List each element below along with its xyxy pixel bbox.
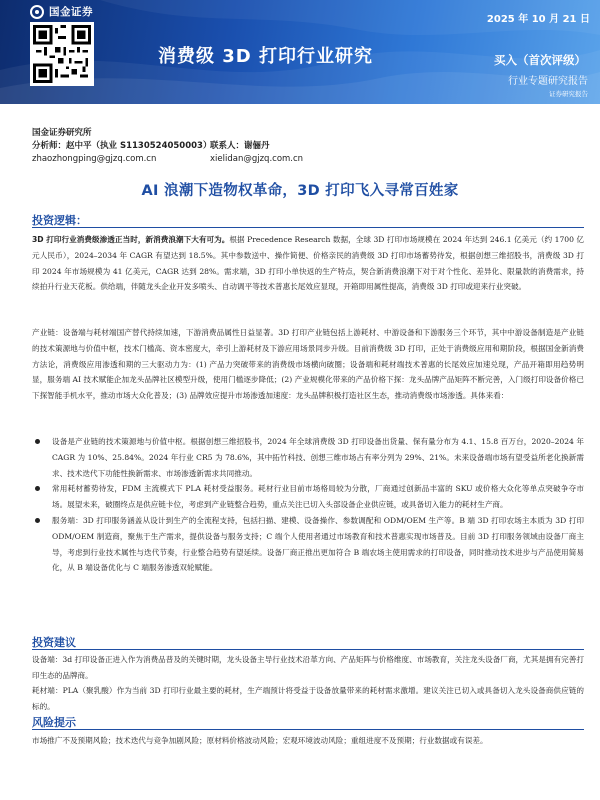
section-divider (32, 227, 584, 228)
qr-code (30, 22, 94, 86)
analyst-name: 分析师：赵中平（执业 S1130524050003） (32, 141, 212, 151)
logic-paragraph-industry-chain: 产业链：设备端与耗材端国产替代持续加速，下游消费品属性日益显著。3D 打印产业链包括上游耗材、中游设备和下游服务三个环节，其中中游设备制造是产业链的技术策源地与价值中枢，技术门槛高、资本密度大，牵引上游耗材及下游应用场景同步升级。目前消费级 3D 打印，正处于消费级应用和期阶段，根据国金新消费方法论，消费级应用渗透和期的三大驱动力为：(1) 产品力突破带来的消费级市场横向破圈；设备端和耗材端技术普惠的长尾效应加速兑现，产品开箱即用趋势明显，服务端 AI 技术赋能企加龙头品牌社区模型升级，使用门槛逐步降低；(2) 产业规模化带来的产品价格下探：龙头品牌产品矩阵不断完善，入门级打印设备价格已下探智能手机水平，推动市场大众化普及；(3) 品牌效应提升市场渗透加速度：龙头品牌积极打造社区生态，推动消费级市场渗透。具体来看： (32, 328, 584, 401)
rating-badge: 买入（首次评级） (494, 53, 586, 67)
logic-bullet-list (32, 434, 584, 576)
bullet-item-equipment: 设备是产业链的技术策源地与价值中枢。根据创想三维招股书，2024 年全球消费级 3D 打印设备出货量、保有量分布为 4.1、15.8 百万台，2020–2024 年 CAGR 为 10%、25.84%。2024 年行业 CR5 为 78.6%，其中拓竹科技、创想三维市场占有率分列为 29%、21%。未来设备端市场有望受益所老化换新需求、技术迭代下功能性换新需求、市场渗透新需求共同推动。 (32, 434, 584, 481)
report-banner (0, 0, 600, 104)
analyst-row (32, 140, 592, 153)
analyst-email[interactable]: zhaozhongping@gjzq.com.cn (32, 154, 157, 164)
section-title-advice: 投资建议 (32, 636, 76, 649)
bullet-item-services: 服务端：3D 打印服务涵盖从设计到生产的全流程支持，包括扫描、建模、设备操作、参数调配和 ODM/OEM 生产等。B 端 3D 打印农场主本质为 3D 打印 ODM/OEM 制造商，聚焦于生产需求，提供设备与服务支持；C 端个人使用者通过市场教育和技术普惠实现市场普及。目前 3D 打印服务领域由设备厂商主导，考虑到行业技术属性与迭代节奏，行业整合趋势有望延续。设备厂商正推出更加符合 B 端农场主使用需求的打印设备，同时推动技术进步与产品使用简易化，从 B 端设备优化与 C 端服务渗透双轮赋能。 (32, 513, 584, 576)
brand-name: 国金证券 (49, 6, 93, 18)
logic-body-text: 根据 Precedence Research 数据，全球 3D 打印市场规模在 2024 年达到 246.1 亿美元（约 1700 亿元人民币），2024–2034 年 CAGR 有望达到 18.5%。其中参数送中、操作简便、价格亲民的消费级 3D 打印市场蓄势待发，根据创想三维招股书，消费级 3D 打印 2024 年市场规模为 41 亿美元，CAGR 达到 28%。需求端，3D 打印小单快返的生产特点，契合新消费浪潮下对于对个性化、差异化、限量款的消费需求，持续拍升行业天花板。供给端，伴随龙头企业开发多喷头、自动调平等技术普惠长尾效应显现，开箱即用属性提高，消费级 3D 打印或迎来行业突破。 (32, 235, 584, 292)
advice-paragraph-consumables: 耗材端：PLA（聚乳酸）作为当前 3D 打印行业最主要的耗材，生产端预计将受益于设备放量带来的耗材需求激增。建议关注已切入或具备切入龙头设备商供应链的标的。 (32, 686, 584, 711)
analyst-email-row (32, 153, 592, 166)
report-type: 行业专题研究报告 (508, 76, 588, 87)
section-divider (32, 729, 584, 730)
brand-logo-icon (30, 5, 44, 19)
report-title: 消费级 3D 打印行业研究 (158, 46, 373, 67)
bullet-item-consumables: 常用耗材蓄势待发，FDM 主流模式下 PLA 耗材受益服务。耗材行业目前市场格局较为分散，厂商通过创新品丰富的 SKU 或价格大众化等单点突破争夺市场。展望未来，破圈终点是供应链卡位，考虑到产业链整合趋势，重点关注已切入头部设备企业供应链，或具备切入能力的耗材生产商。 (32, 481, 584, 513)
report-date: 2025 年 10 月 21 日 (486, 14, 590, 25)
bullet-dot-icon (35, 518, 40, 523)
contact-name: 联系人：谢俪丹 (210, 141, 270, 151)
advice-paragraph-equipment: 设备端：3d 打印设备正进入作为消费品普及的关键时期，龙头设备主导行业技术沿革方向、产品矩阵与价格维度、市场教育，关注龙头设备厂商，尤其是拥有完善打印生态的品牌商。 (32, 655, 584, 680)
section-divider (32, 649, 584, 650)
qr-code-icon (33, 25, 91, 83)
brand-logo (30, 4, 93, 19)
contact-email[interactable]: xielidan@gjzq.com.cn (210, 154, 304, 164)
report-headline: AI 浪潮下造物权革命，3D 打印飞入寻常百姓家 (141, 183, 459, 199)
section-title-logic: 投资逻辑： (32, 214, 87, 227)
logic-paragraph-market (32, 232, 584, 295)
bullet-dot-icon (35, 486, 40, 491)
research-institute: 国金证券研究所 (32, 128, 92, 138)
risk-paragraph: 市场推广不及预期风险；技术迭代与竞争加剧风险；原材料价格波动风险；宏观环境波动风险；重组进度不及预期；行业数据或有误差。 (32, 736, 488, 745)
report-subtype: 证券研究报告 (549, 90, 588, 98)
bullet-dot-icon (35, 439, 40, 444)
analyst-info (32, 127, 592, 166)
section-title-risk: 风险提示 (32, 716, 76, 729)
logic-lead-sentence: 3D 打印行业消费级渗透正当时，新消费浪潮下大有可为。 (32, 235, 230, 244)
